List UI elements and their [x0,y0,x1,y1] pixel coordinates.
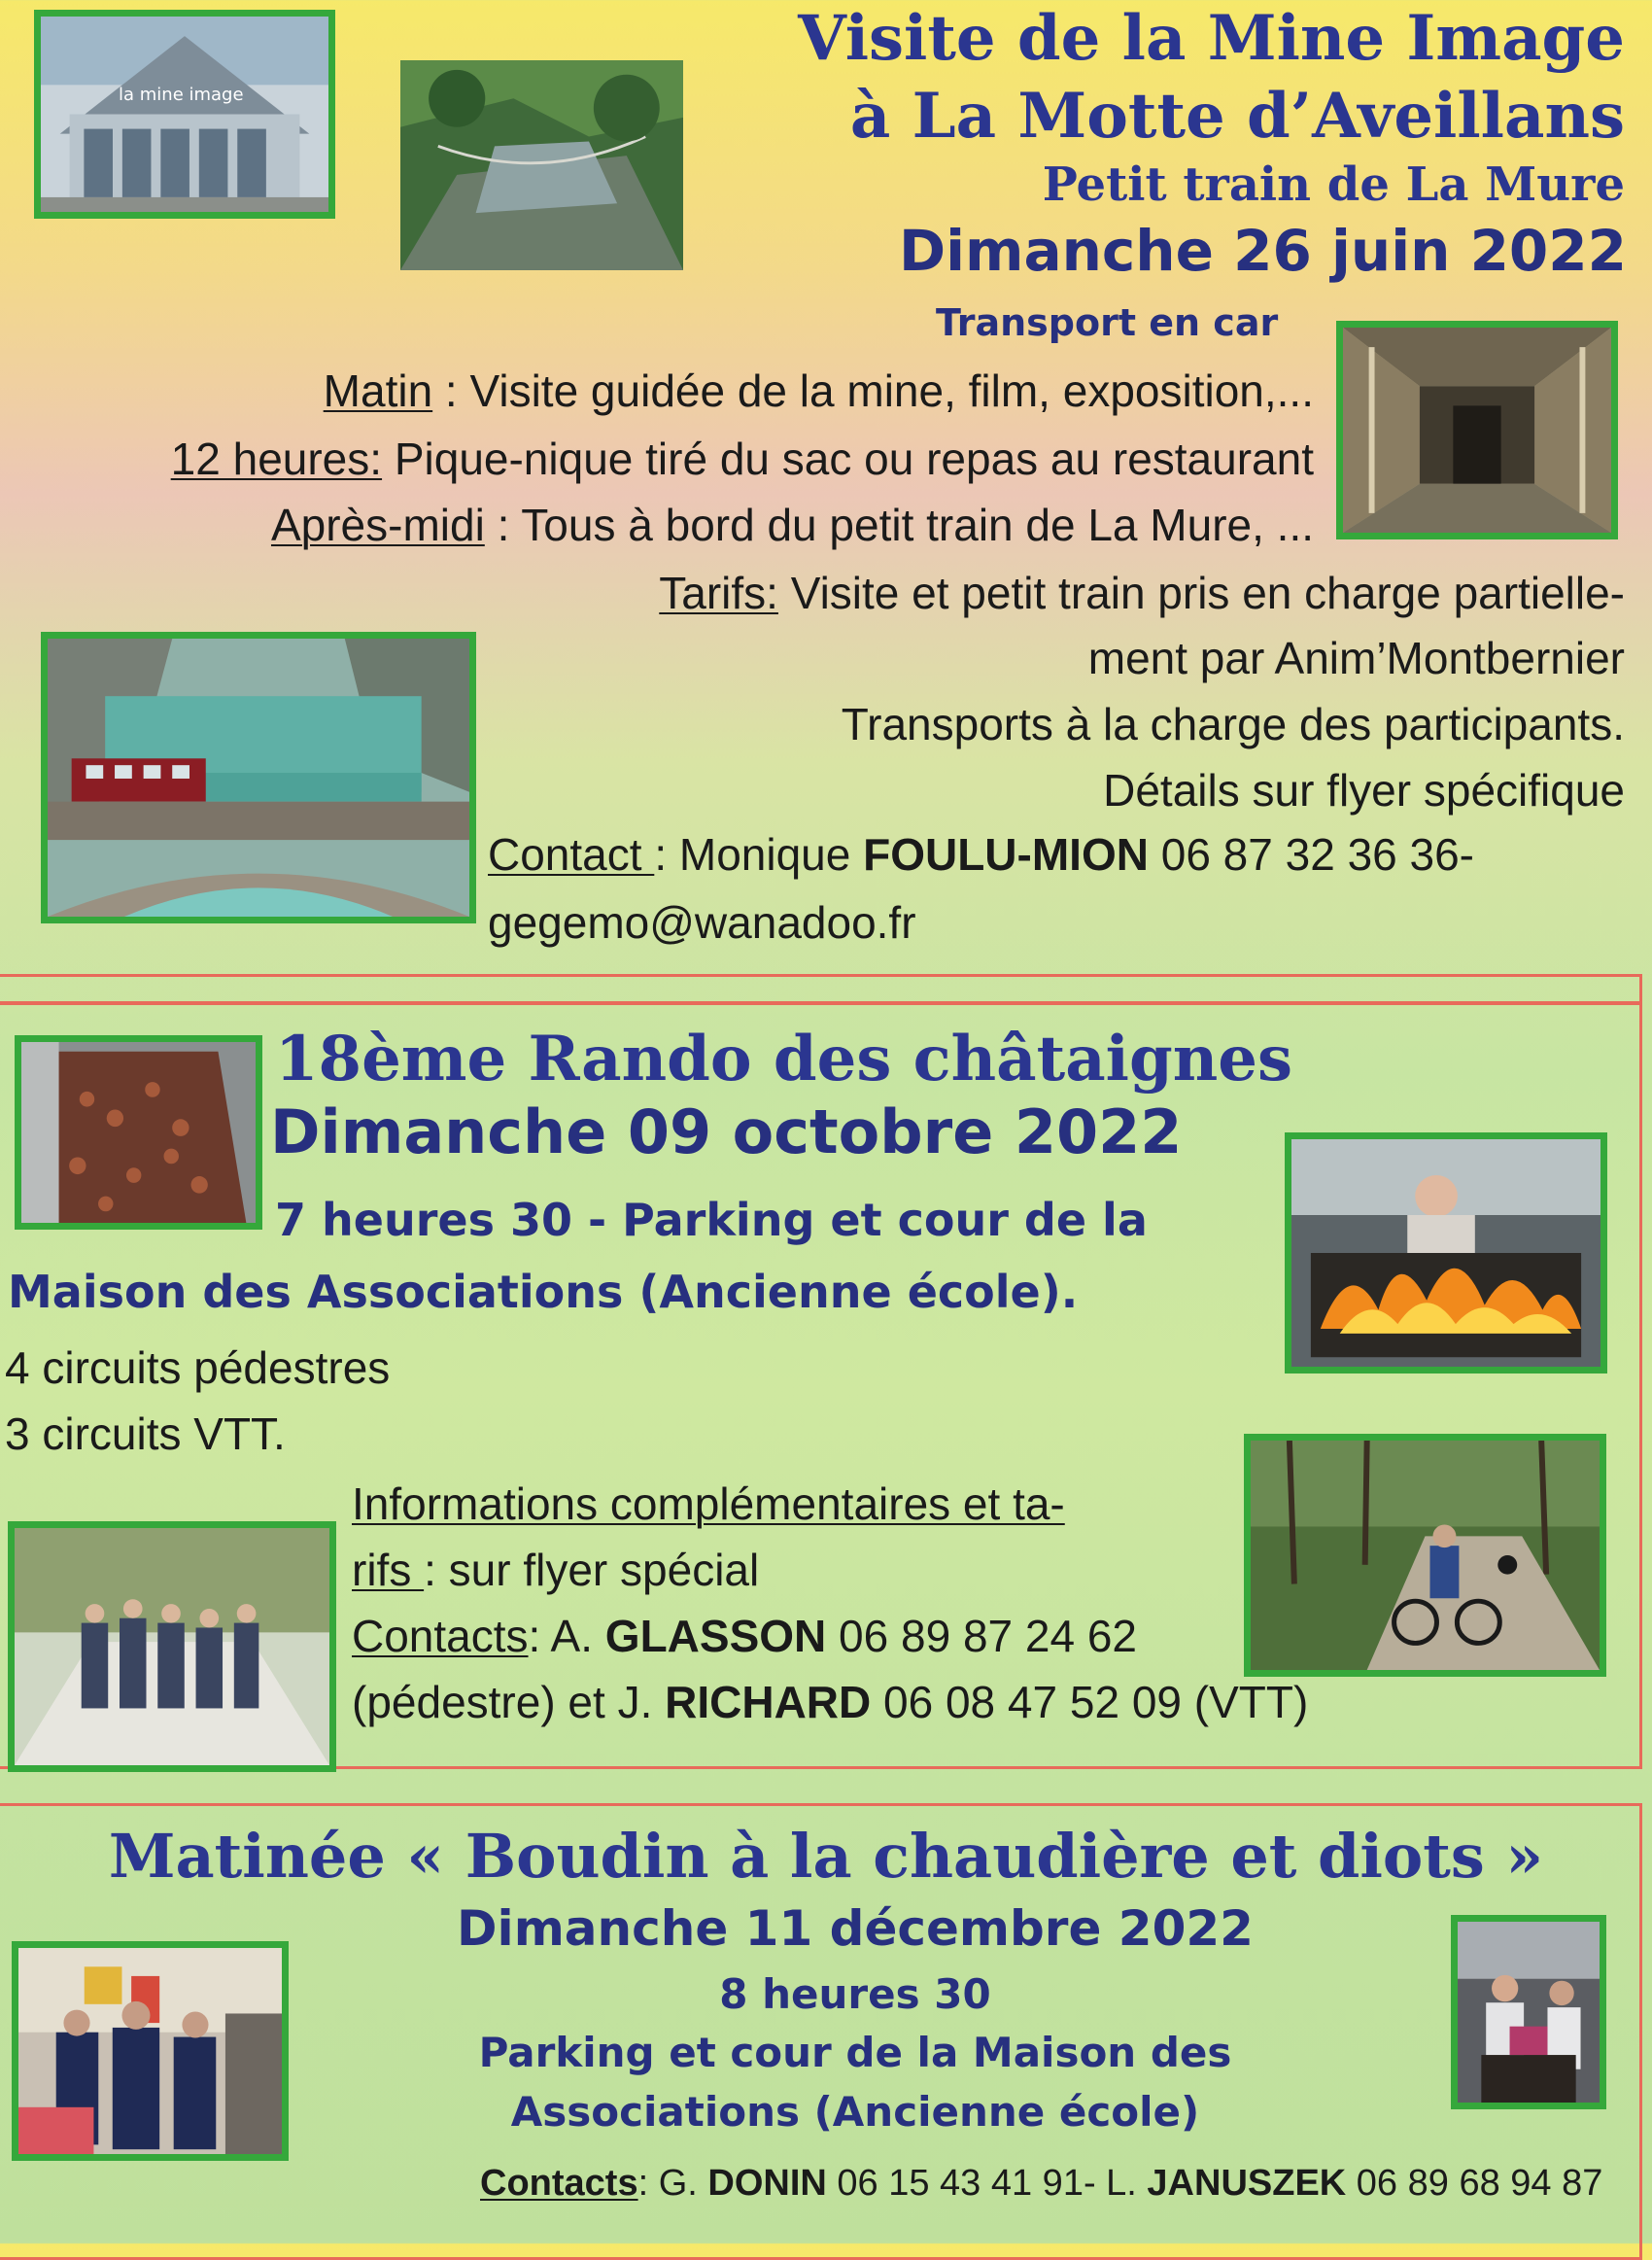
contact-label: Contact [488,829,655,880]
event1-contact [488,828,1474,881]
event3-place-line1: Parking et cour de la Maison des [478,2029,1232,2076]
event1-contact-email: gegemo@wanadoo.fr [488,897,916,948]
event2-circuits-vtt: 3 circuits VTT. [5,1408,286,1459]
contact2-phone: 06 08 47 52 09 (VTT) [871,1677,1309,1727]
event2-info-line2 [352,1544,759,1596]
event3-time: 8 heures 30 [719,1970,991,2018]
apres-midi-label: Après-midi [270,500,485,550]
event1-subtitle: Petit train de La Mure [1042,157,1625,212]
event2-circuits-pedestres: 4 circuits pédestres [5,1342,391,1393]
event3-place-line2: Associations (Ancienne école) [510,2088,1200,2136]
event2-info [352,1478,1065,1530]
event3-title: Matinée « Boudin à la chaudière et diots » [108,1821,1544,1892]
event2-title: 18ème Rando des châtaignes [275,1023,1292,1095]
contact1-phone: 06 89 87 24 62 [826,1611,1137,1661]
photo-chestnuts [15,1035,262,1230]
contacts-label: Contacts [352,1611,529,1661]
event2-contacts-line2 [352,1676,1308,1728]
photo-mine-building [34,10,335,219]
midi-text: Pique-nique tiré du sac ou repas au restaurant [382,434,1314,484]
contacts-pre: : A. [528,1611,605,1661]
event1-title-line2: à La Motte d’Aveillans [849,80,1625,153]
matin-text: : Visite guidée de la mine, film, exposition,... [432,365,1314,416]
event1-tarifs-line4: Détails sur flyer spécifique [1103,765,1625,816]
photo-chestnut-fire [1285,1132,1607,1373]
event1-title-line1: Visite de la Mine Image [798,2,1625,75]
photo-mine-tunnel [1336,321,1618,539]
event1-apres-midi [271,499,1314,551]
contact-name: FOULU-MION [863,829,1149,880]
event2-place: Maison des Associations (Ancienne école). [8,1266,1079,1318]
contact2-name: RICHARD [665,1677,872,1727]
event2-date: Dimanche 09 octobre 2022 [270,1096,1183,1167]
photo-walkers [8,1521,336,1772]
info-label-line1: Informations complémentaires et ta- [352,1478,1065,1529]
event-mine-image [0,0,1652,982]
matin-label: Matin [323,365,433,416]
info-text: : sur flyer spécial [424,1545,760,1595]
contact1-name: GLASSON [604,1611,827,1661]
tarifs-text1: Visite et petit train pris en charge partielle- [777,568,1625,618]
event2-contacts-line1 [352,1610,1137,1662]
event1-tarifs [659,567,1625,619]
event3-contacts-label: Contacts [480,2163,638,2204]
contact1-type: (pédestre) et J. [352,1677,666,1727]
event3-contact1-phone: 06 15 43 41 91- L. [826,2163,1148,2204]
event3-date: Dimanche 11 décembre 2022 [457,1900,1254,1957]
event-boudin [0,1803,1652,2243]
event3-contact1-name: DONIN [707,2163,827,2204]
event-rando-chataignes [0,1001,1652,1769]
photo-cooking [1451,1915,1606,2109]
photo-mountain-bikers [1244,1434,1606,1677]
building-sign-text: la mine image [119,85,244,105]
info-label-line2: rifs [352,1545,425,1595]
event1-matin [324,365,1314,417]
tarifs-label: Tarifs: [659,568,778,618]
photo-train-lake [41,632,476,923]
event2-time: 7 heures 30 - Parking et cour de la [275,1194,1148,1246]
photo-gathering [12,1941,289,2161]
midi-label: 12 heures: [170,434,383,484]
event3-contact2-phone: 06 89 68 94 87 [1346,2163,1603,2204]
event1-tarifs-line3: Transports à la charge des participants. [841,699,1625,749]
event1-transport: Transport en car [936,301,1279,344]
event3-contacts [480,2163,1602,2205]
event1-tarifs-line2: ment par Anim’Montbernier [1087,633,1625,683]
apres-midi-text: : Tous à bord du petit train de La Mure, ... [484,500,1314,550]
event1-midi [171,433,1314,485]
contact-phone: 06 87 32 36 36- [1148,829,1475,880]
event1-date: Dimanche 26 juin 2022 [899,218,1627,284]
contact-pre: : Monique [654,829,864,880]
event3-contacts-pre: : G. [637,2163,708,2204]
photo-gorge-bridge [394,53,690,277]
event3-contact2-name: JANUSZEK [1147,2163,1347,2204]
